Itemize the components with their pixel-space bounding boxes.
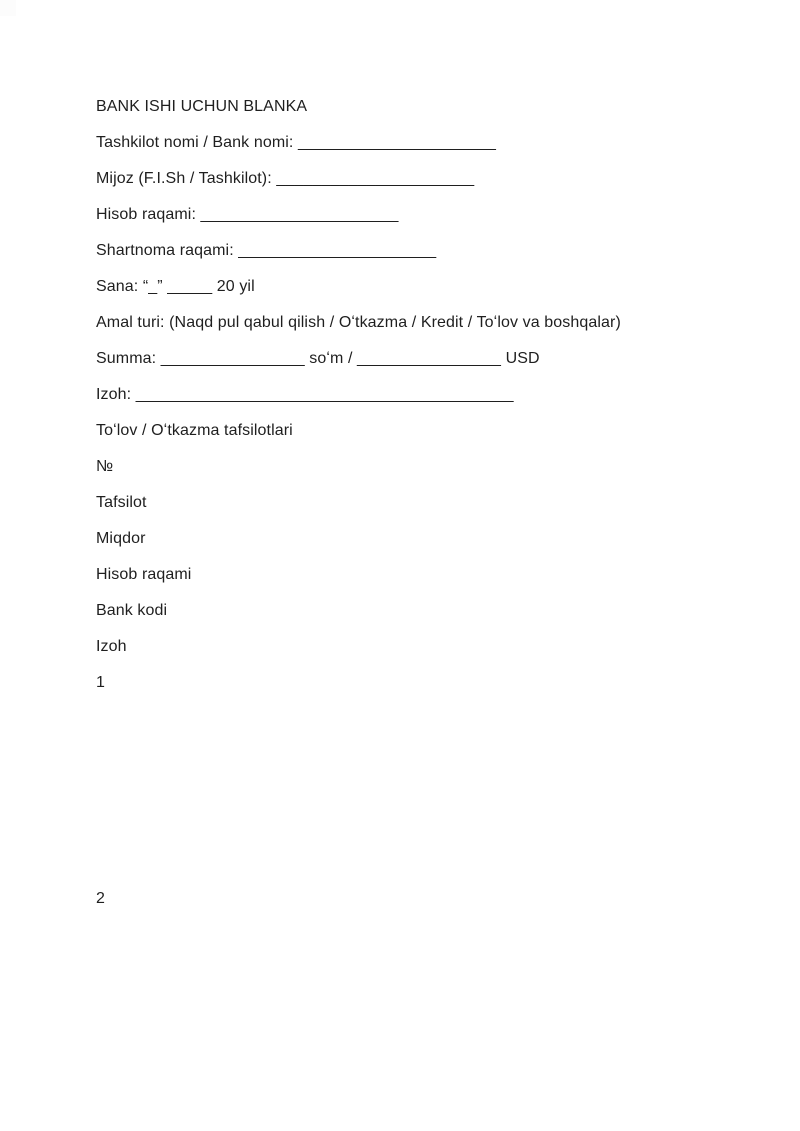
field-org-bank-name: Tashkilot nomi / Bank nomi: ______________________ (96, 134, 496, 151)
field-amount: Summa: ________________ soʻm / ________________ USD (96, 350, 540, 367)
page-number-1: 1 (96, 674, 105, 691)
field-client-name: Mijoz (F.I.Sh / Tashkilot): ______________________ (96, 170, 475, 187)
details-section-heading: Toʻlov / Oʻtkazma tafsilotlari (96, 422, 293, 439)
field-contract-number: Shartnoma raqami: ______________________ (96, 242, 437, 259)
table-header-number: № (96, 458, 114, 475)
field-date: Sana: “_” _____ 20 yil (96, 278, 255, 295)
document-title: BANK ISHI UCHUN BLANKA (96, 98, 308, 115)
table-header-bank-code: Bank kodi (96, 602, 168, 619)
field-operation-type: Amal turi: (Naqd pul qabul qilish / Oʻtkazma / Kredit / Toʻlov va boshqalar) (96, 314, 621, 331)
table-header-detail: Tafsilot (96, 494, 147, 511)
page-number-2: 2 (96, 890, 105, 907)
table-header-account: Hisob raqami (96, 566, 192, 583)
table-header-note: Izoh (96, 638, 127, 655)
table-header-amount: Miqdor (96, 530, 146, 547)
field-note: Izoh: __________________________________________ (96, 386, 514, 403)
page-corner-artifact (0, 0, 16, 16)
field-account-number: Hisob raqami: ______________________ (96, 206, 399, 223)
